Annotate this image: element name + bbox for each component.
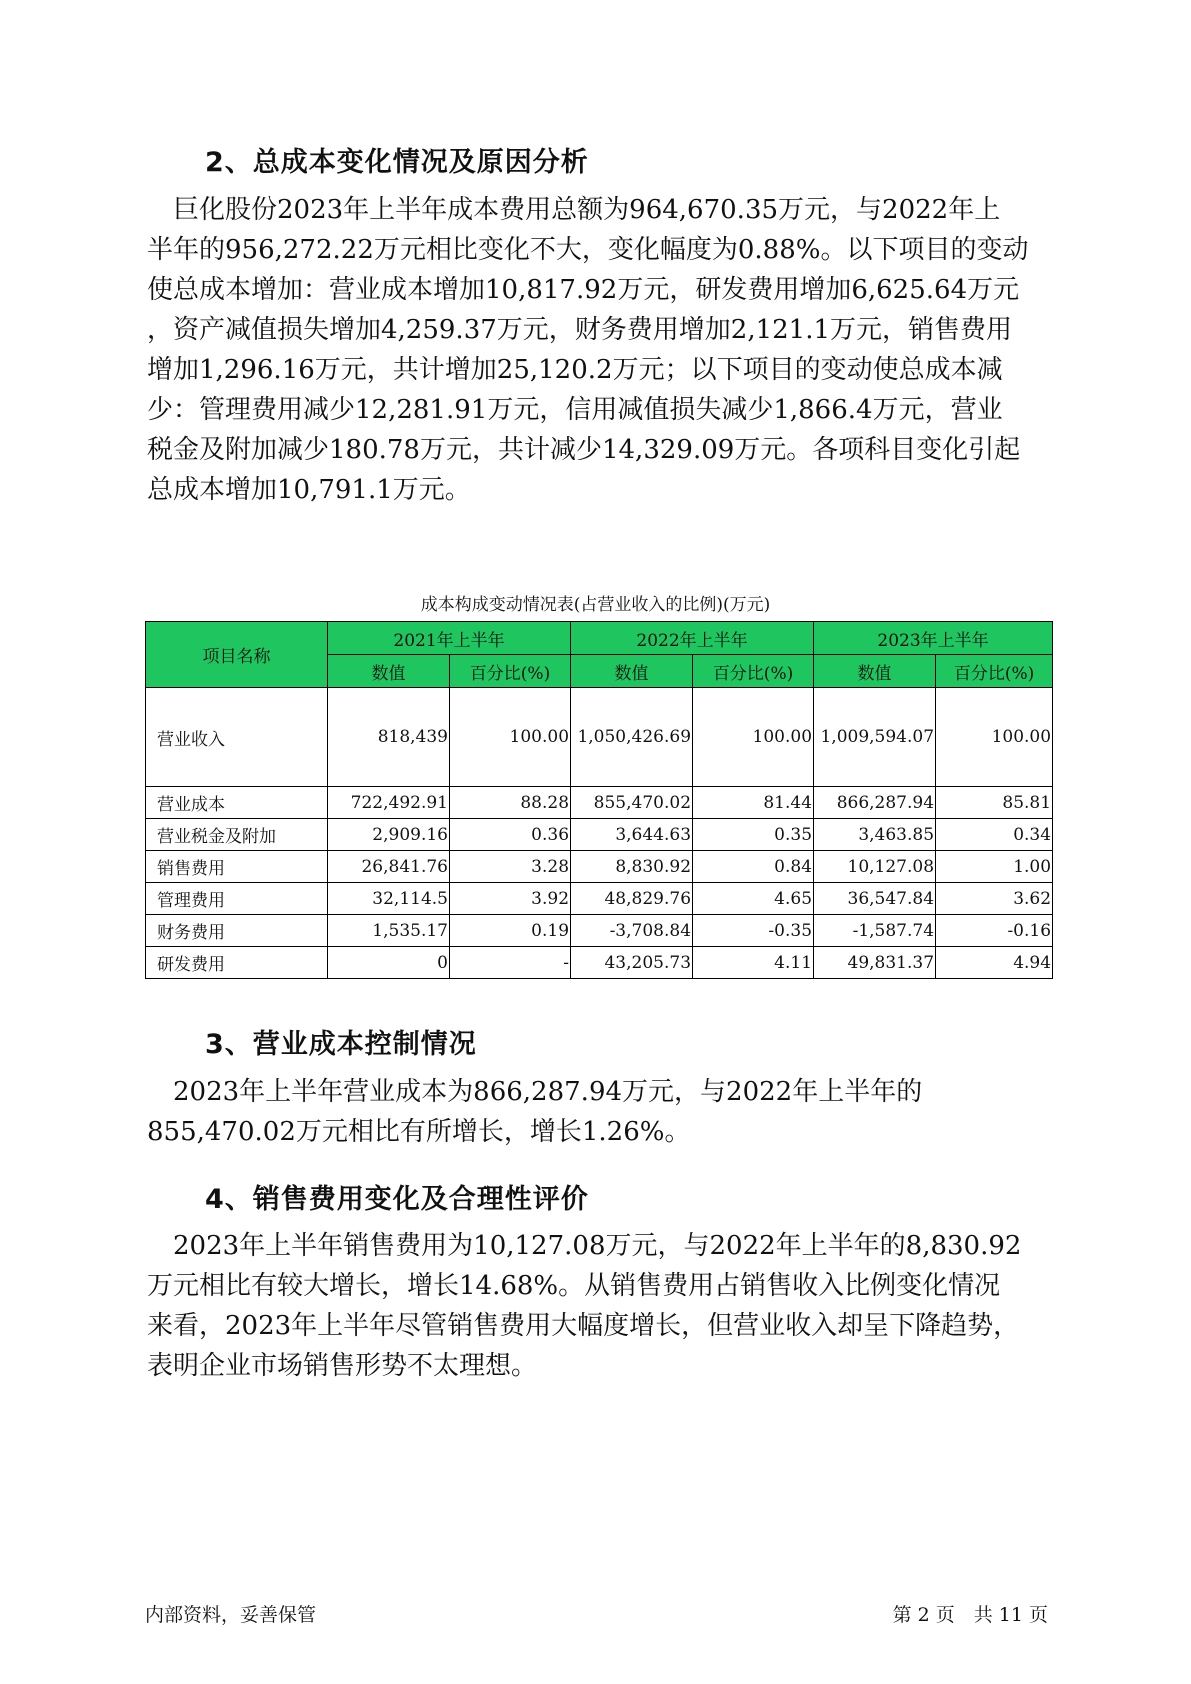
- paragraph-line: 巨化股份2023年上半年成本费用总额为964,670.35万元，与2022年上: [147, 195, 1001, 225]
- header-year-2021: 2021年上半年: [328, 622, 571, 655]
- cell-value: 10,127.08: [814, 851, 936, 883]
- section-3-title: 3、营业成本控制情况: [205, 1029, 477, 1060]
- table-row: [146, 819, 1053, 851]
- cell-value: 3,644.63: [571, 819, 693, 851]
- cell-value: 866,287.94: [814, 787, 936, 819]
- cell-percent: 0.84: [693, 851, 814, 883]
- cell-percent: 3.92: [450, 883, 571, 915]
- cell-value: [571, 688, 693, 787]
- cell-value-text: 1,050,426.69: [577, 727, 692, 747]
- cell-percent: 1.00: [936, 851, 1053, 883]
- paragraph-line: ，资产减值损失增加4,259.37万元，财务费用增加2,121.1万元，销售费用: [147, 315, 1013, 345]
- section-4-title: 4、销售费用变化及合理性评价: [205, 1184, 589, 1215]
- cell-value: 818,439: [328, 688, 450, 787]
- paragraph-line: 总成本增加10,791.1万元。: [147, 475, 471, 505]
- cell-percent: 81.44: [693, 787, 814, 819]
- header-percent: 百分比(%): [450, 655, 571, 688]
- cell-value: 32,114.5: [328, 883, 450, 915]
- cell-percent: 85.81: [936, 787, 1053, 819]
- row-label: 营业税金及附加: [146, 819, 328, 851]
- section-2-paragraph: [147, 190, 1047, 510]
- cell-percent: 4.94: [936, 947, 1053, 979]
- paragraph-line: 使总成本增加：营业成本增加10,817.92万元，研发费用增加6,625.64万元: [147, 275, 1020, 305]
- paragraph-line: 2023年上半年营业成本为866,287.94万元，与2022年上半年的: [147, 1077, 923, 1107]
- cell-percent: 0.19: [450, 915, 571, 947]
- cell-percent: 100.00: [450, 688, 571, 787]
- header-percent: 百分比(%): [936, 655, 1053, 688]
- cell-percent: 100.00: [693, 688, 814, 787]
- cell-value: 49,831.37: [814, 947, 936, 979]
- section-4-paragraph: [147, 1226, 1047, 1386]
- paragraph-line: 表明企业市场销售形势不太理想。: [147, 1351, 538, 1381]
- header-year-2022: 2022年上半年: [571, 622, 814, 655]
- cell-percent: 0.34: [936, 819, 1053, 851]
- table-row: [146, 883, 1053, 915]
- cell-value: [814, 688, 936, 787]
- row-label: 营业成本: [146, 787, 328, 819]
- cell-percent: 4.11: [693, 947, 814, 979]
- cell-percent: -0.35: [693, 915, 814, 947]
- paragraph-line: 税金及附加减少180.78万元，共计减少14,329.09万元。各项科目变化引起: [147, 435, 1021, 465]
- cell-value: 26,841.76: [328, 851, 450, 883]
- cell-percent: 3.28: [450, 851, 571, 883]
- table-row: [146, 787, 1053, 819]
- paragraph-line: 增加1,296.16万元，共计增加25,120.2万元；以下项目的变动使总成本减: [147, 355, 1003, 385]
- row-label: 营业收入: [146, 688, 328, 787]
- cell-value-text: 1,009,594.07: [820, 727, 935, 747]
- cost-structure-table: [145, 621, 1053, 979]
- section-3-paragraph: [147, 1072, 1047, 1152]
- footer-page-number: 第 2 页 共 11 页: [892, 1604, 1048, 1626]
- cell-value: 722,492.91: [328, 787, 450, 819]
- cell-value: 48,829.76: [571, 883, 693, 915]
- footer-confidential-note: 内部资料，妥善保管: [145, 1604, 317, 1626]
- cell-percent: 100.00: [936, 688, 1053, 787]
- paragraph-line: 855,470.02万元相比有所增长，增长1.26%。: [147, 1117, 691, 1147]
- header-percent: 百分比(%): [693, 655, 814, 688]
- table-row: [146, 688, 1053, 787]
- section-2-title: 2、总成本变化情况及原因分析: [205, 147, 589, 178]
- row-label: 研发费用: [146, 947, 328, 979]
- row-label: 管理费用: [146, 883, 328, 915]
- cell-value: 855,470.02: [571, 787, 693, 819]
- cell-value: 36,547.84: [814, 883, 936, 915]
- paragraph-line: 2023年上半年销售费用为10,127.08万元，与2022年上半年的8,830.92: [147, 1231, 1022, 1261]
- cell-percent: 4.65: [693, 883, 814, 915]
- header-year-2023: 2023年上半年: [814, 622, 1053, 655]
- paragraph-line: 万元相比有较大增长，增长14.68%。从销售费用占销售收入比例变化情况: [147, 1271, 1001, 1301]
- header-value: 数值: [571, 655, 693, 688]
- cell-value: 1,535.17: [328, 915, 450, 947]
- table-row: [146, 915, 1053, 947]
- header-item-name: 项目名称: [146, 622, 328, 688]
- cell-percent: 88.28: [450, 787, 571, 819]
- cell-value: 0: [328, 947, 450, 979]
- cell-percent: 3.62: [936, 883, 1053, 915]
- table-row: [146, 947, 1053, 979]
- cell-value: -3,708.84: [571, 915, 693, 947]
- table-row: [146, 851, 1053, 883]
- paragraph-line: 半年的956,272.22万元相比变化不大，变化幅度为0.88%。以下项目的变动: [147, 235, 1029, 265]
- header-value: 数值: [328, 655, 450, 688]
- cell-percent: -0.16: [936, 915, 1053, 947]
- row-label: 销售费用: [146, 851, 328, 883]
- paragraph-line: 来看，2023年上半年尽管销售费用大幅度增长，但营业收入却呈下降趋势，: [147, 1311, 1020, 1341]
- cell-percent: -: [450, 947, 571, 979]
- cell-value: 3,463.85: [814, 819, 936, 851]
- row-label: 财务费用: [146, 915, 328, 947]
- cell-value: 2,909.16: [328, 819, 450, 851]
- paragraph-line: 少：管理费用减少12,281.91万元，信用减值损失减少1,866.4万元，营业: [147, 395, 1003, 425]
- table-caption: 成本构成变动情况表(占营业收入的比例)(万元): [420, 595, 771, 615]
- cell-value: 43,205.73: [571, 947, 693, 979]
- cell-value: 8,830.92: [571, 851, 693, 883]
- cell-percent: 0.36: [450, 819, 571, 851]
- cell-value: -1,587.74: [814, 915, 936, 947]
- header-value: 数值: [814, 655, 936, 688]
- cell-percent: 0.35: [693, 819, 814, 851]
